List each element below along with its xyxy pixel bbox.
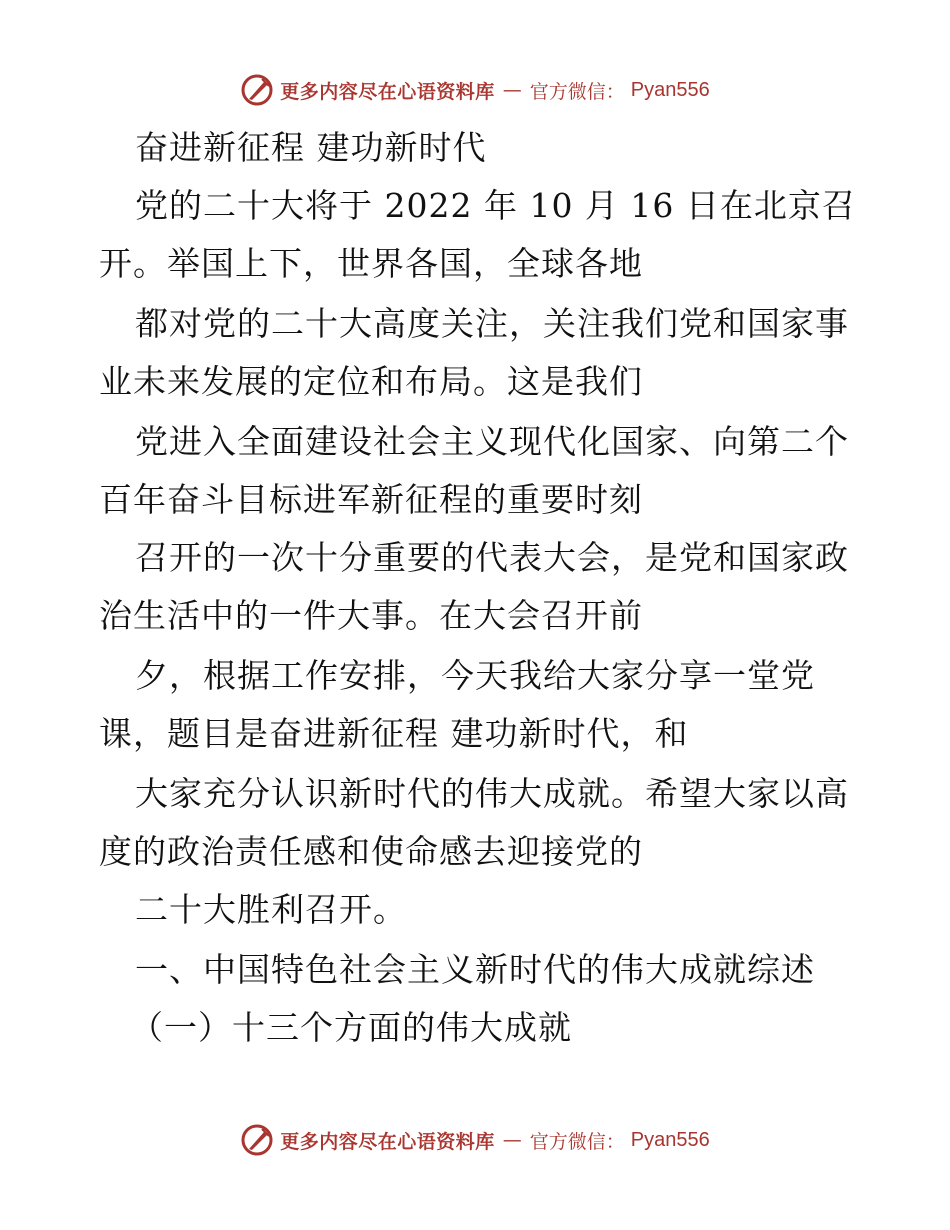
footer-wechat-id: Pyan556 [630,1128,710,1151]
header-promo-text: 更多内容尽在心语资料库 [280,80,495,103]
footer-dash: — [502,1129,522,1151]
quill-logo-icon [240,1123,274,1157]
quill-logo-icon [240,73,274,107]
header-banner [0,68,950,112]
paragraph-line: 党的二十大将于 2022 年 10 月 16 日在北京召 [135,186,856,225]
paragraph-line: 夕，根据工作安排，今天我给大家分享一堂党 [135,656,815,695]
paragraph-line: 课，题目是奋进新征程 建功新时代，和 [99,714,689,753]
document-title: 奋进新征程 建功新时代 [135,128,487,167]
paragraph-line: 治生活中的一件大事。在大会召开前 [99,596,643,635]
footer-wechat-label: 官方微信： [529,1130,625,1153]
paragraph-line: 百年奋斗目标进军新征程的重要时刻 [99,480,643,519]
header-wechat-label: 官方微信： [529,80,625,103]
paragraph-line: 业未来发展的定位和布局。这是我们 [99,362,643,401]
paragraph-line: 党进入全面建设社会主义现代化国家、向第二个 [135,422,849,461]
paragraph-line: 度的政治责任感和使命感去迎接党的 [99,832,643,871]
paragraph-line: 都对党的二十大高度关注，关注我们党和国家事 [135,304,849,343]
paragraph-line: 大家充分认识新时代的伟大成就。希望大家以高 [135,774,849,813]
paragraph-line: 二十大胜利召开。 [135,890,407,929]
section-heading: 一、中国特色社会主义新时代的伟大成就综述 [135,950,815,989]
paragraph-line: 召开的一次十分重要的代表大会，是党和国家政 [135,538,849,577]
footer-promo-text: 更多内容尽在心语资料库 [280,1130,495,1153]
paragraph-line: 开。举国上下，世界各国，全球各地 [99,244,643,283]
subsection-heading: （一）十三个方面的伟大成就 [130,1008,572,1047]
header-wechat-id: Pyan556 [630,78,710,101]
footer-banner [0,1118,950,1162]
header-dash: — [502,79,522,101]
